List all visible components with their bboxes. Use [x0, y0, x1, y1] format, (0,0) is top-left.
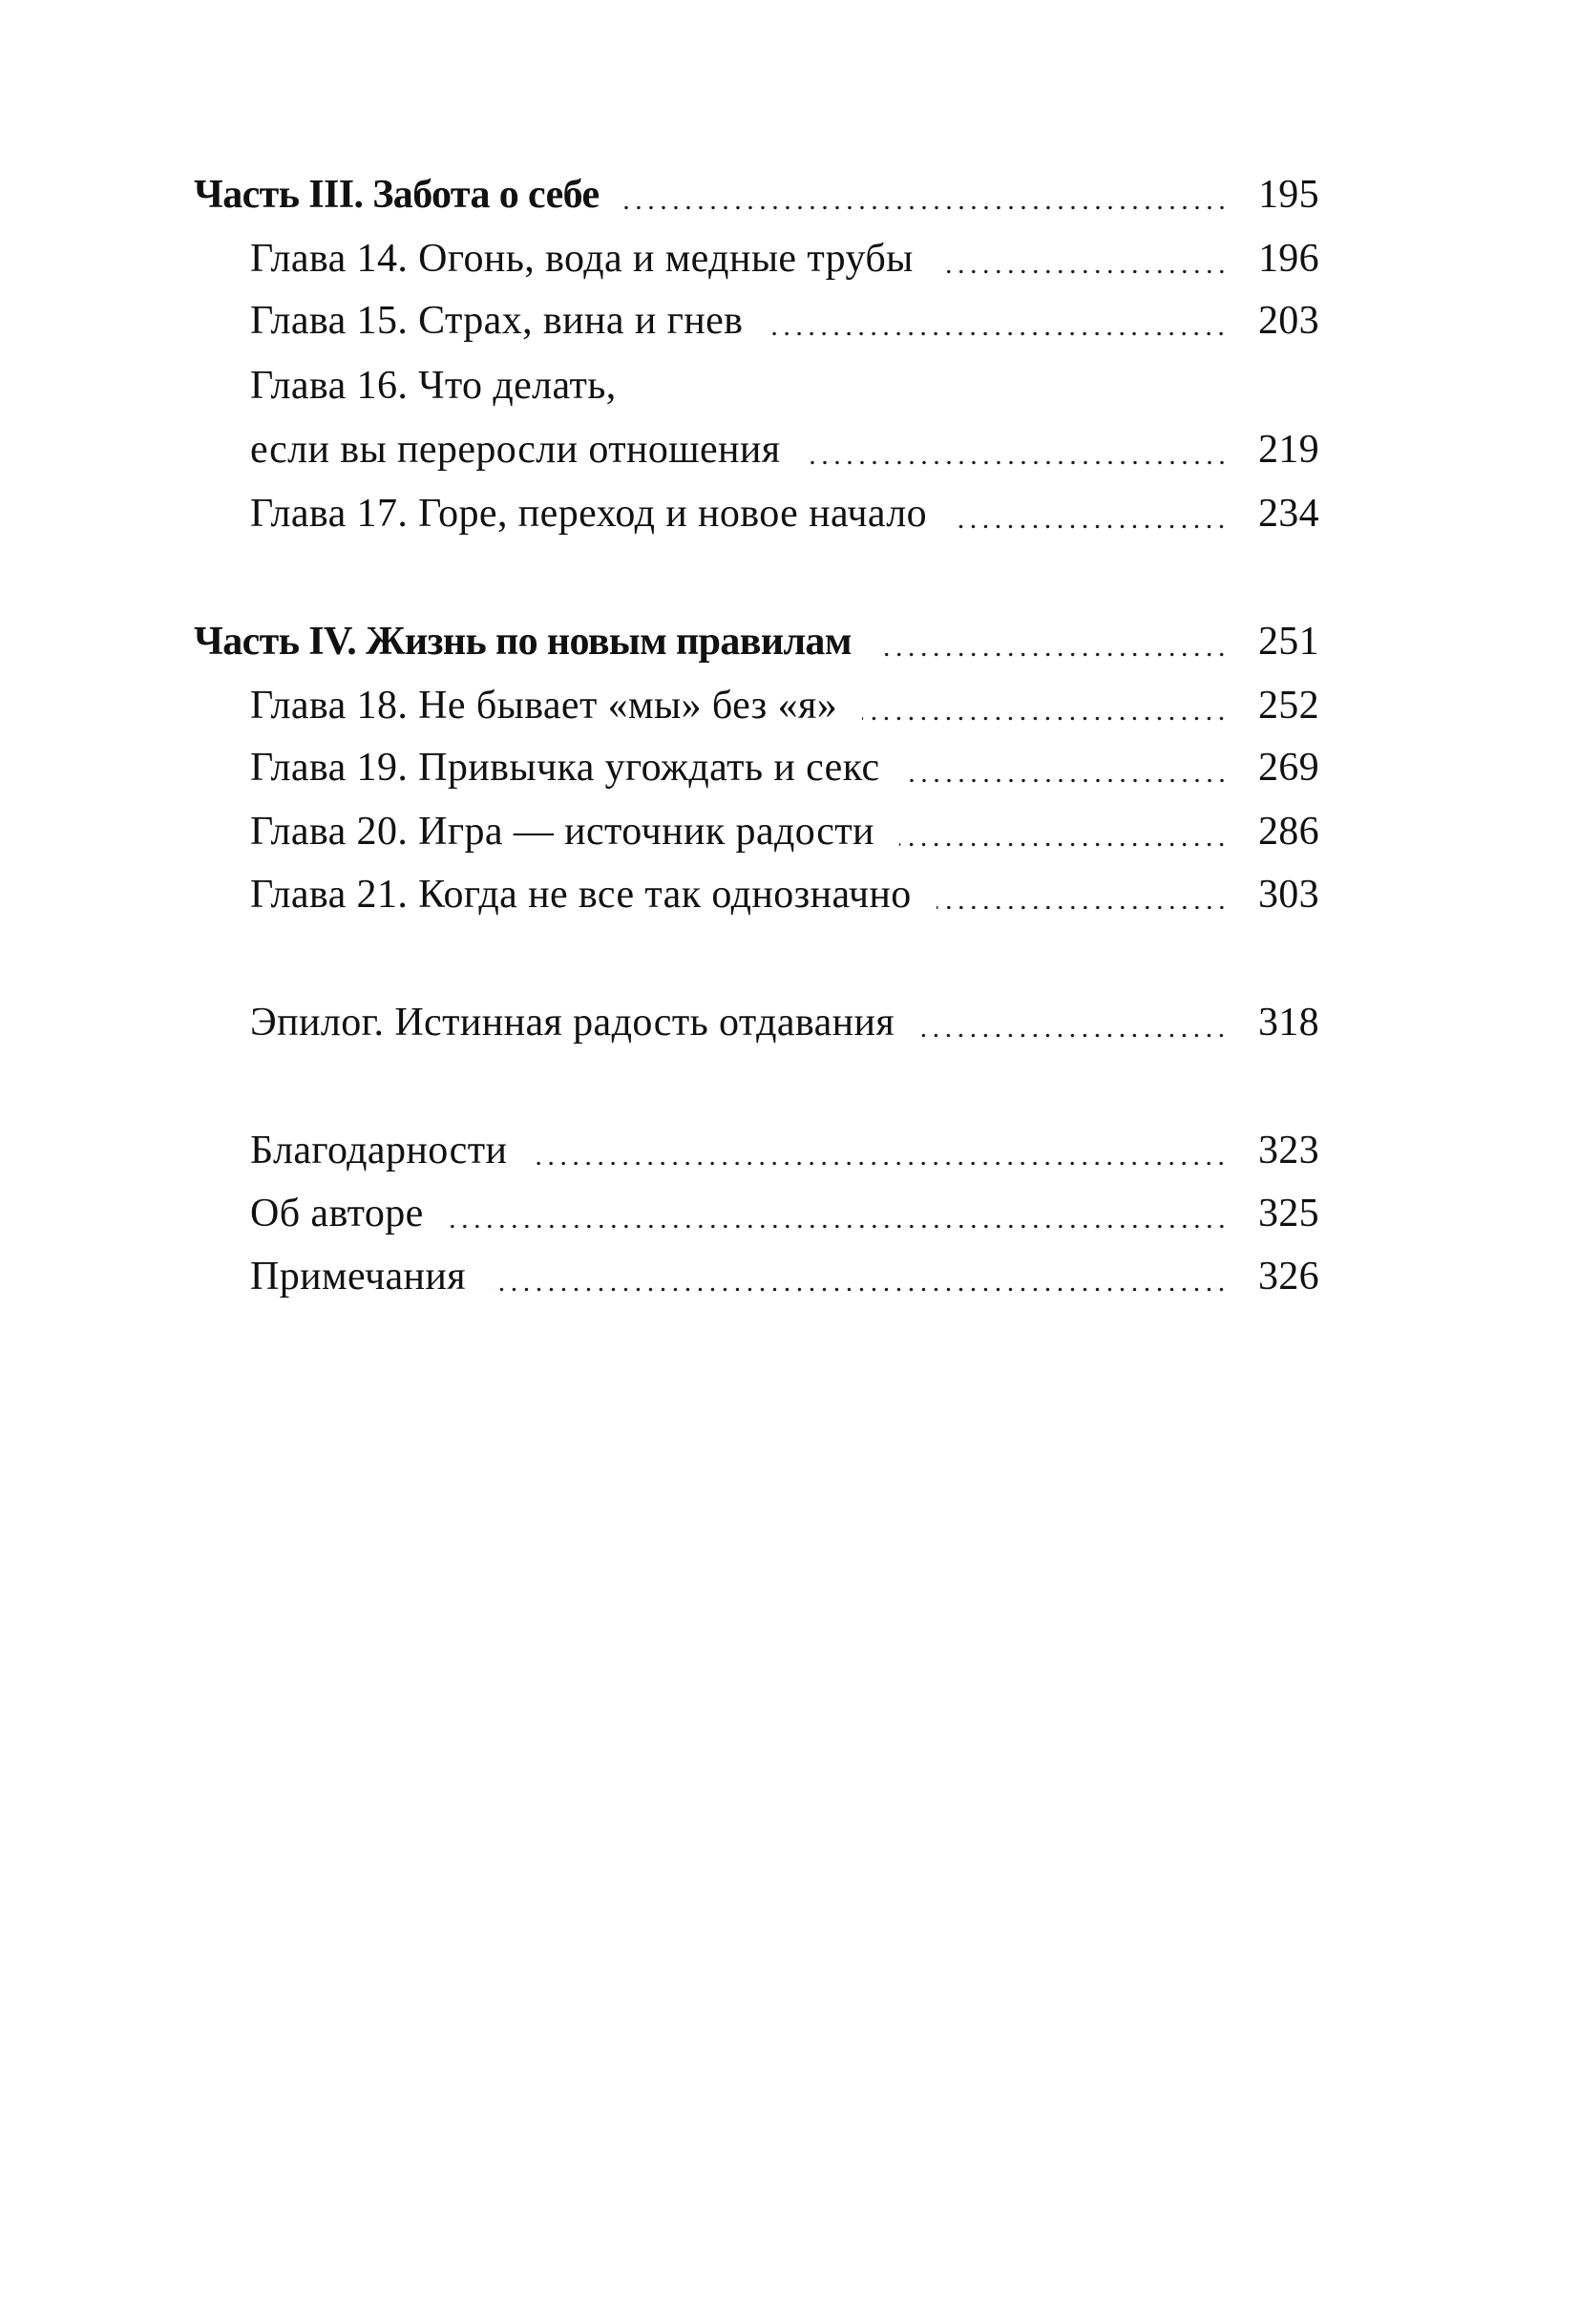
page-number: 286 [1258, 810, 1319, 854]
toc-acknowledgements[interactable] [250, 1127, 1319, 1174]
toc-chapter-16-line-2[interactable] [250, 426, 1319, 474]
dot-leader [768, 297, 1228, 345]
page-number: 219 [1258, 428, 1319, 472]
toc-chapter-14[interactable] [250, 235, 1319, 283]
page-number: 326 [1258, 1255, 1319, 1299]
toc-chapter-17[interactable] [250, 490, 1319, 538]
part-title: Часть III. Забота о себе [194, 173, 600, 217]
dot-leader [806, 426, 1228, 474]
part-title: Часть IV. Жизнь по новым правилам [194, 620, 852, 664]
dot-leader [899, 808, 1228, 856]
page-number: 196 [1258, 237, 1319, 281]
chapter-title-continuation: если вы переросли отношения [250, 428, 781, 472]
page-number: 318 [1258, 1001, 1319, 1045]
epilogue-title: Эпилог. Истинная радость отдавания [250, 1001, 895, 1045]
dot-leader [862, 682, 1228, 729]
toc-notes[interactable] [250, 1253, 1319, 1300]
dot-leader [532, 1127, 1228, 1174]
dot-leader [905, 744, 1229, 792]
toc-chapter-16-line-1[interactable] [250, 362, 1316, 410]
chapter-title: Глава 21. Когда не все так однозначно [250, 873, 912, 917]
dot-leader [952, 490, 1228, 538]
page-number: 252 [1258, 684, 1319, 728]
page-number: 203 [1258, 299, 1319, 343]
page-number: 251 [1258, 620, 1319, 664]
chapter-title: Глава 20. Игра — источник радости [250, 810, 874, 854]
dot-leader [624, 171, 1228, 219]
page-number: 303 [1258, 873, 1319, 917]
chapter-title: Глава 17. Горе, переход и новое начало [250, 492, 928, 536]
dot-leader [919, 999, 1228, 1046]
page-number: 195 [1258, 173, 1319, 217]
dot-leader [937, 871, 1228, 919]
page-number: 325 [1258, 1192, 1319, 1236]
toc-chapter-15[interactable] [250, 297, 1319, 345]
dot-leader [938, 235, 1228, 283]
toc-chapter-18[interactable] [250, 682, 1319, 729]
toc-epilogue[interactable] [250, 999, 1319, 1046]
toc-part-4[interactable] [194, 618, 1319, 666]
chapter-title: Глава 18. Не бывает «мы» без «я» [250, 684, 838, 728]
dot-leader [491, 1253, 1228, 1300]
chapter-title: Глава 15. Страх, вина и гнев [250, 299, 744, 343]
backmatter-title: Благодарности [250, 1129, 508, 1173]
dot-leader [876, 618, 1228, 666]
toc-about-author[interactable] [250, 1190, 1319, 1237]
backmatter-title: Примечания [250, 1255, 467, 1299]
toc-chapter-21[interactable] [250, 871, 1319, 919]
toc-chapter-19[interactable] [250, 744, 1319, 792]
page-number: 269 [1258, 746, 1319, 790]
page-number: 323 [1258, 1129, 1319, 1173]
toc-part-3[interactable] [194, 171, 1319, 219]
page-number: 234 [1258, 492, 1319, 536]
chapter-title: Глава 16. Что делать, [250, 364, 617, 408]
chapter-title: Глава 14. Огонь, вода и медные трубы [250, 237, 914, 281]
toc-chapter-20[interactable] [250, 808, 1319, 856]
backmatter-title: Об авторе [250, 1192, 424, 1236]
chapter-title: Глава 19. Привычка угождать и секс [250, 746, 880, 790]
dot-leader [449, 1190, 1228, 1237]
